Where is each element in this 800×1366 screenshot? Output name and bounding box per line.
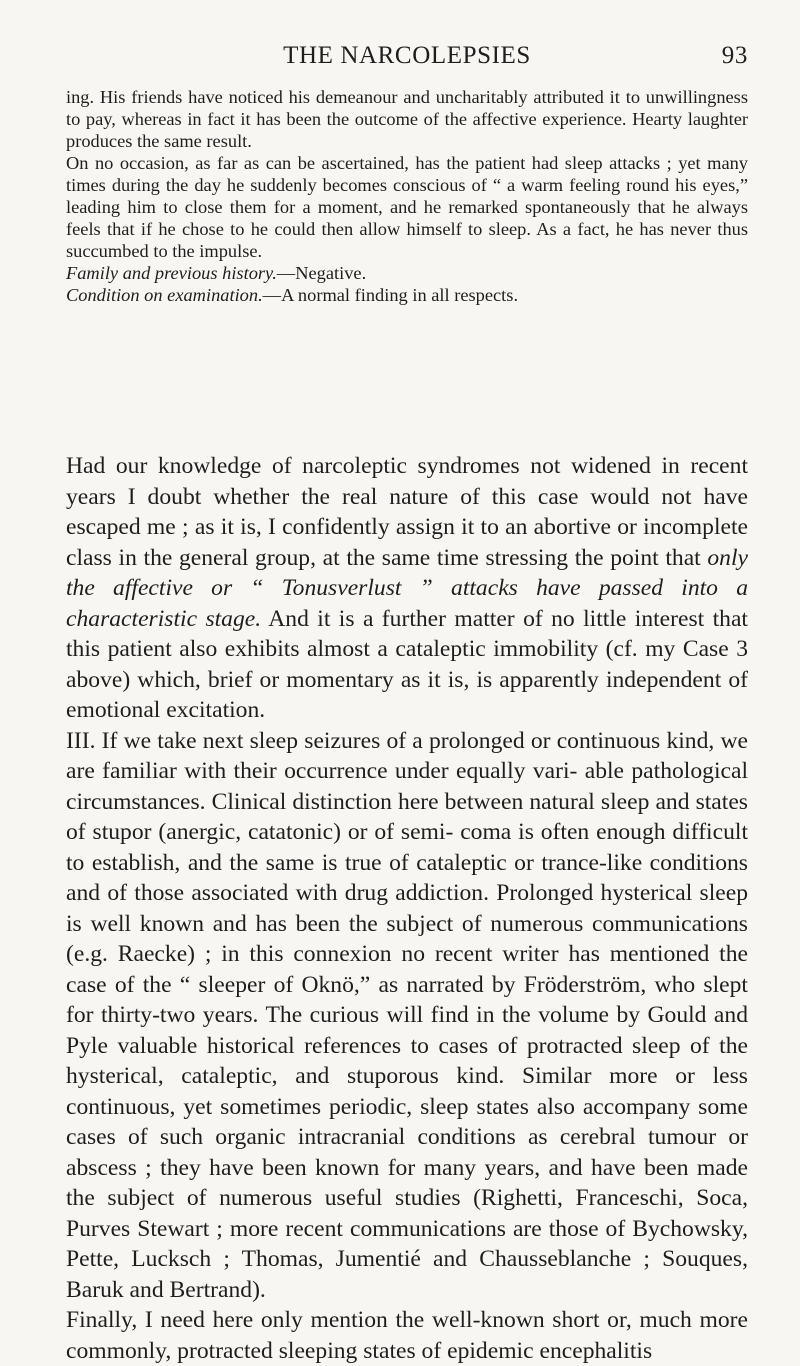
page-number: 93 <box>721 42 748 69</box>
examination-label: Condition on examination. <box>66 285 263 305</box>
family-history-line <box>66 262 748 284</box>
running-title: THE NARCOLEPSIES <box>283 42 531 69</box>
case-paragraph: ing. His friends have noticed his demeanour and uncharitably attributed it to unwillingness to pay, whereas in fact it has been the outcome of the affective experience. Hearty laughter produces the same result. <box>66 87 748 151</box>
running-header <box>66 42 748 74</box>
examination-text: —A normal finding in all respects. <box>262 285 519 305</box>
emphasis-text: only the affective or “ Tonusverlust ” attacks have passed into a characteristic stage. <box>66 544 748 632</box>
body-text: Had our knowledge of narcoleptic syndromes not widened in recent years I doubt whether the real nature of this case would not have escaped me ; as it is, I confidently assign it to an abortive or incomplete class in the general group, at the same time stressing the point that <box>66 453 748 571</box>
body-paragraph: Finally, I need here only mention the well-known short or, much more commonly, protracted sleeping states of epidemic encephalitis <box>66 1307 748 1364</box>
case-notes <box>66 86 748 306</box>
body-paragraph <box>66 451 748 726</box>
book-page <box>66 0 748 1364</box>
examination-line <box>66 284 748 306</box>
family-history-label: Family and previous history. <box>66 263 277 283</box>
body-text: And it is a further matter of no little interest that this patient also exhibits almost a cataleptic immobility (cf. my Case 3 above) which, brief or momentary as it is, is apparently independent of emotional excitation. <box>66 605 748 723</box>
case-paragraph: On no occasion, as far as can be ascertained, has the patient had sleep attacks ; yet many times during the day he suddenly becomes conscious of “ a warm feeling round his eyes,” leading him to close them for a moment, and he remarked spontaneously that he always feels that if he chose to he could then allow himself to sleep. As a fact, he has never thus succumbed to the impulse. <box>66 153 748 261</box>
main-text <box>66 451 748 1366</box>
family-history-text: —Negative. <box>276 263 367 283</box>
body-paragraph: III. If we take next sleep seizures of a prolonged or continuous kind, we are familiar with their occurrence under equally vari- able pathological circumstances. Clinical distinction here between natural sleep and states of stupor (anergic, catatonic) or of semi- coma is often enough difficult to establish, and the same is true of cataleptic or trance-like conditions and of those associated with drug addiction. Prolonged hysterical sleep is well known and has been the subject of numerous communications (e.g. Raecke) ; in this connexion no recent writer has mentioned the case of the “ sleeper of Oknö,” as narrated by Fröderström, who slept for thirty-two years. The curious will find in the volume by Gould and Pyle valuable historical references to cases of protracted sleep of the hysterical, cataleptic, and stuporous kind. Similar more or less continuous, yet sometimes periodic, sleep states also accompany some cases of such organic intracranial conditions as cerebral tumour or abscess ; they have been known for many years, and have been made the subject of numerous useful studies (Righetti, Franceschi, Soca, Purves Stewart ; more recent communications are those of Bychowsky, Pette, Lucksch ; Thomas, Jumentié and Chausseblanche ; Souques, Baruk and Bertrand). <box>66 727 748 1303</box>
